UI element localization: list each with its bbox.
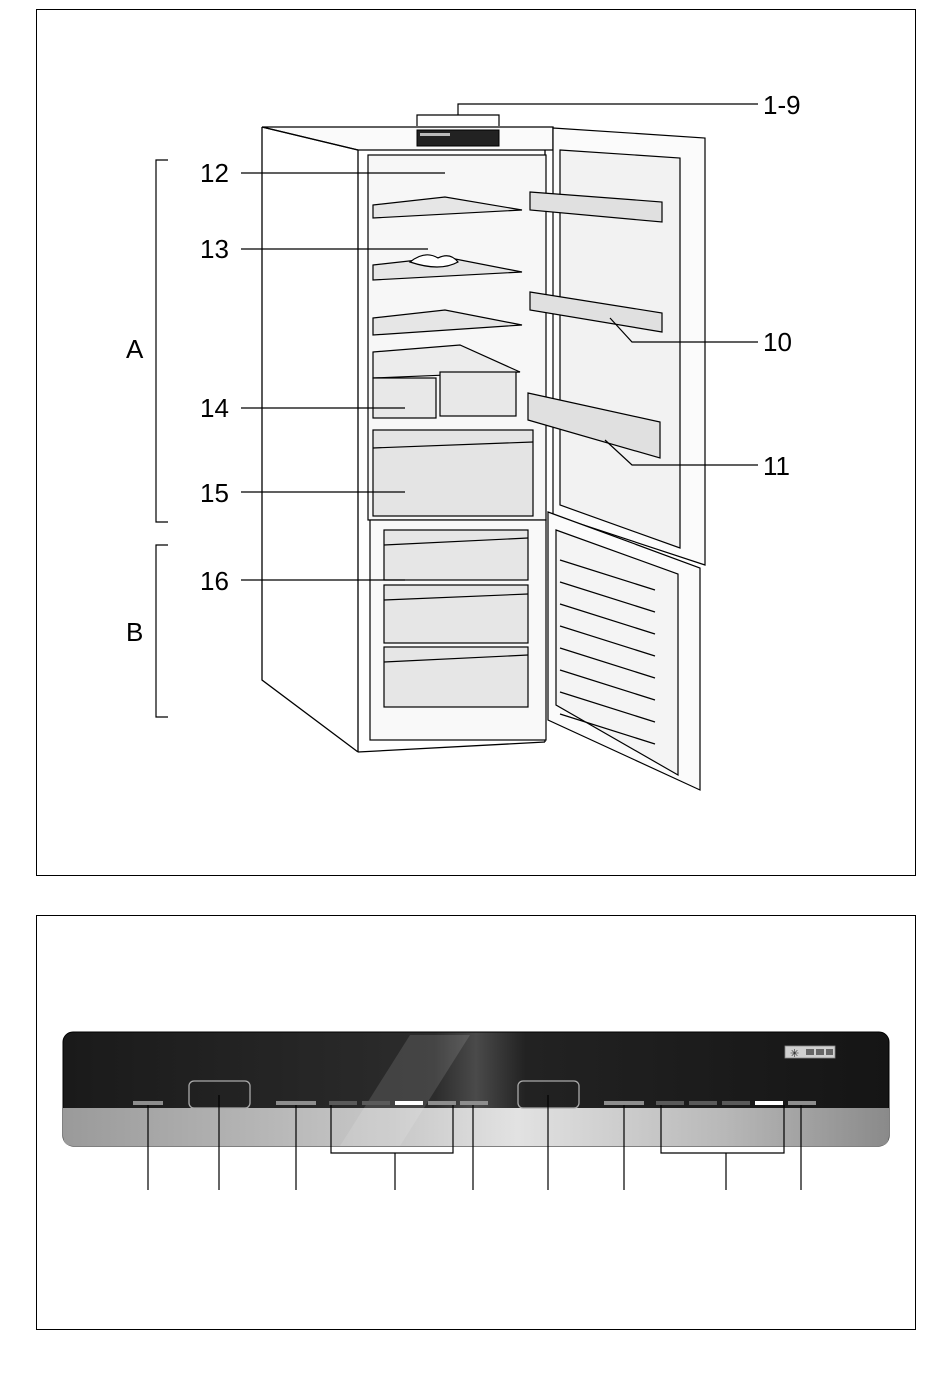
svg-text:✳: ✳ (790, 1047, 800, 1060)
indicator-bar (656, 1101, 684, 1105)
indicator-bar (133, 1101, 163, 1105)
indicator-bar (755, 1101, 783, 1105)
callout-11: 11 (763, 451, 790, 481)
indicator-bar (604, 1101, 644, 1105)
callout-16: 16 (200, 566, 229, 596)
indicator-bar (395, 1101, 423, 1105)
indicator-bar (362, 1101, 390, 1105)
callout-13: 13 (200, 234, 229, 264)
indicator-bar (428, 1101, 456, 1105)
indicator-bar (329, 1101, 357, 1105)
indicator-bar (276, 1101, 316, 1105)
callout-14: 14 (200, 393, 229, 423)
callout-12: 12 (200, 158, 229, 188)
snowflake-icon (785, 1046, 835, 1060)
indicator-bar (460, 1101, 488, 1105)
control-panel (63, 1032, 889, 1146)
callout-15: 15 (200, 478, 229, 508)
section-label-a: A (126, 334, 144, 364)
callout-10: 10 (763, 327, 792, 357)
indicator-bar (689, 1101, 717, 1105)
indicator-bar (722, 1101, 750, 1105)
indicator-bar (788, 1101, 816, 1105)
section-label-b: B (126, 617, 144, 647)
callout-1-9: 1-9 (763, 90, 801, 120)
